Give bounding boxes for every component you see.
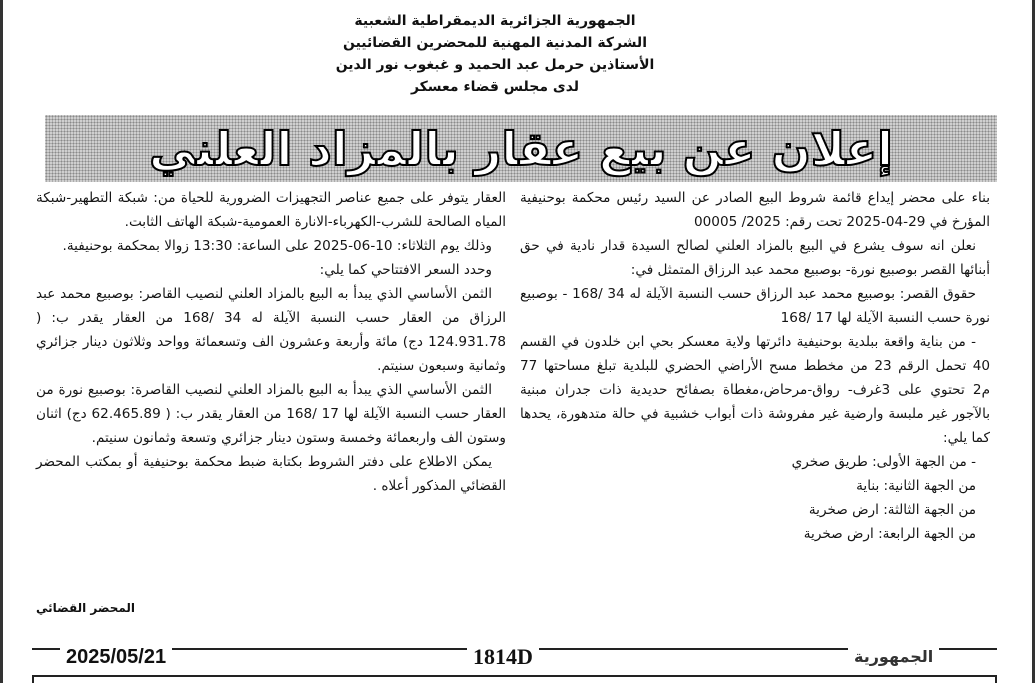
boundary-item: من الجهة الثانية: بناية	[856, 478, 976, 494]
header-line-court: لدى مجلس قضاء معسكر	[410, 79, 580, 95]
paragraph: وذلك يوم الثلاثاء: 10-06-2025 على الساعة: 13:30 زوالا بمحكمة بوحنيفية.	[62, 238, 492, 254]
paragraph: حقوق القصر: بوصبيع محمد عبد الرزاق حسب النسبة الآيلة له 34 /168 - بوصبيع نورة حسب النسبة الآيلة لها 17 /168	[520, 286, 990, 326]
header-line-company: الشركة المدنية المهنية للمحضرين القضائيين	[342, 35, 647, 51]
newspaper-brand: الجمهورية	[848, 643, 939, 671]
paragraph: العقار يتوفر على جميع عناصر التجهيزات الضرورية للحياة من: شبكة التطهير-شبكة المياه الصالحة للشرب-الكهرباء-الانارة العمومية-شبكة الهاتف الثابت.	[36, 190, 506, 230]
boundary-item: - من الجهة الأولى: طريق صخري	[791, 454, 976, 470]
paragraph: بناء على محضر إيداع قائمة شروط البيع الصادر عن السيد رئيس محكمة بوحنيفية المؤرخ في 29-04-2025 تحت رقم: 2025/ 00005	[520, 190, 990, 230]
bailiff-signature: المحضر القضائي	[36, 601, 136, 615]
notice-banner	[45, 115, 997, 182]
header-line-republic: الجمهورية الجزائرية الديمقراطية الشعبية	[354, 13, 636, 29]
notice-title: إعلان عن بيع عقار بالمزاد العلني	[149, 121, 893, 176]
paragraph: وحدد السعر الافتتاحي كما يلي:	[319, 262, 492, 278]
left-column	[36, 186, 506, 498]
footer-date: 2025/05/21	[60, 643, 172, 671]
boundary-item: من الجهة الرابعة: ارض صخرية	[803, 526, 976, 542]
next-notice-border	[32, 675, 997, 683]
boundary-item: من الجهة الثالثة: ارض صخرية	[808, 502, 976, 518]
paragraph: - من بناية واقعة ببلدية بوحنيفية دائرتها ولاية معسكر بحي ابن خلدون في القسم 40 تحمل الرقم 23 من مخطط مسح الأراضي الحضري للبلدية تبلغ مساحتها 77 م2 تحتوي على 3غرف- رواق-مرحاض،مغطاة بصفائح حديدية ذات جدران مبنية بالآجور غير ملبسة وارضية غير مفروشة ذات أبواب خشبية في حالة متدهورة، يحدها كما يلي:	[520, 334, 991, 446]
header-line-bailiffs: الأستاذين حرمل عبد الحميد و غبغوب نور الدين	[335, 57, 655, 73]
paragraph: يمكن الاطلاع على دفتر الشروط بكتابة ضبط محكمة بوحنيفية أو بمكتب المحضر القضائي المذكور أعلاه .	[36, 454, 506, 494]
footer-ad-code: 1814D	[467, 643, 539, 671]
paragraph: الثمن الأساسي الذي يبدأ به البيع بالمزاد العلني لنصيب القاصر: بوصبيع محمد عبد الرزاق من العقار حسب النسبة الآيلة له 34 /168 من العقار يقدر ب: ( 124.931.78 دج) مائة وأربعة وعشرون الف وتسعمائة وواحد وثلاثون دينار جزائري وثمانية وسبعون سنيتم.	[36, 286, 506, 374]
paragraph: الثمن الأساسي الذي يبدأ به البيع بالمزاد العلني لنصيب القاصرة: بوصبيع نورة من العقار حسب النسبة الآيلة لها 17 /168 من العقار يقدر ب: ( 62.465.89 دج) اثنان وستون الف واربعمائة وخمسة وستون دينار جزائري وتسعة وثمانون سنيتم.	[36, 382, 507, 446]
paragraph: نعلن انه سوف يشرع في البيع بالمزاد العلني لصالح السيدة قدار نادية في حق أبنائها القصر بوصبيع نورة- بوصبيع محمد عبد الرزاق المتمثل في:	[520, 238, 990, 278]
issuer-header	[200, 10, 790, 98]
left-edge-bar	[0, 0, 3, 683]
right-column	[520, 186, 990, 546]
